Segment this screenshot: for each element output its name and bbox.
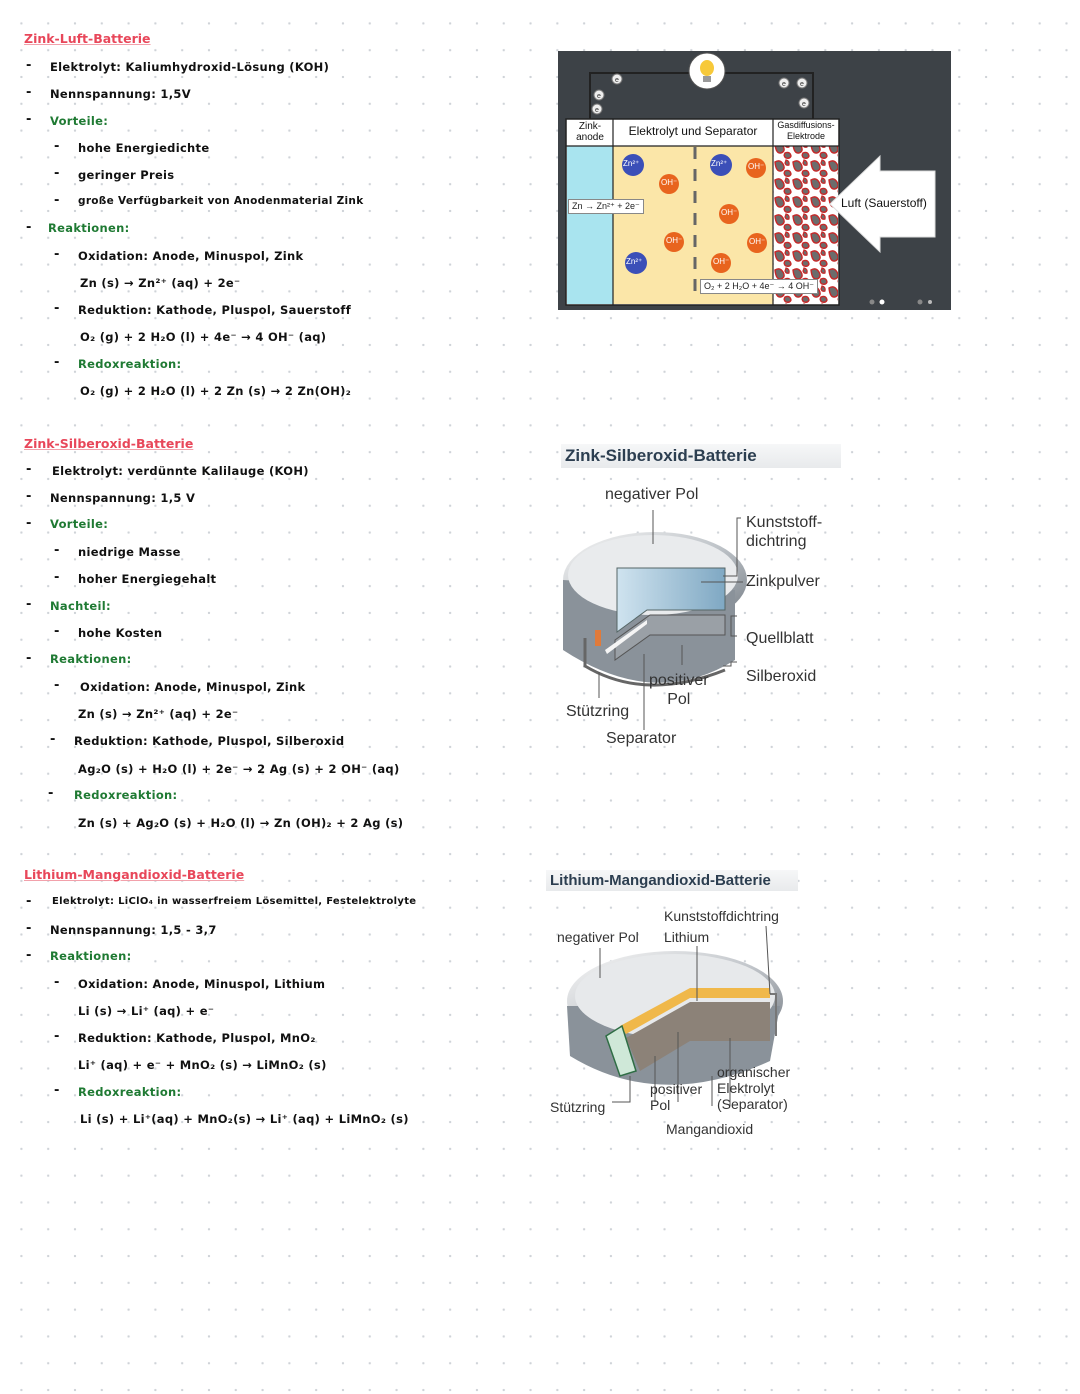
label-plastic-seal: Kunststoffdichtring xyxy=(664,908,779,924)
label-support-ring: Stützring xyxy=(550,1099,606,1115)
note-heading: Reaktionen: xyxy=(48,221,130,235)
label-organic-electrolyte: organischer Elektrolyt (Separator) xyxy=(717,1064,791,1112)
section-title-zink-luft: Zink-Luft-Batterie xyxy=(24,31,151,46)
hydroxide-ion-label: OH⁻ xyxy=(721,208,738,217)
bullet-dash: - xyxy=(54,166,60,181)
note-heading: Reaktionen: xyxy=(50,652,132,666)
bullet-dash: - xyxy=(54,1029,60,1044)
label-silver-oxide: Silberoxid xyxy=(746,668,817,685)
label-separator: Separator xyxy=(606,730,677,747)
label-manganese-dioxide: Mangandioxid xyxy=(666,1121,754,1137)
bullet-dash: - xyxy=(54,139,60,154)
note-heading: Vorteile: xyxy=(50,114,109,128)
bullet-dash: - xyxy=(48,786,54,801)
zinc-air-battery-diagram xyxy=(558,51,951,310)
lithium-manganese-dioxide-battery-diagram xyxy=(540,866,800,1146)
svg-text:e: e xyxy=(597,93,601,100)
svg-text:e: e xyxy=(802,101,806,108)
bullet-dash: - xyxy=(54,678,60,693)
bullet-dash: - xyxy=(54,624,60,639)
note-line: Oxidation: Anode, Minuspol, Zink xyxy=(78,249,304,263)
bullet-dash: - xyxy=(54,1083,60,1098)
note-heading: Redoxreaktion: xyxy=(78,357,182,371)
note-line: Elektrolyt: verdünnte Kalilauge (KOH) xyxy=(52,464,309,478)
zinc-ion-label: Zn²⁺ xyxy=(711,159,728,168)
bullet-dash: - xyxy=(54,543,60,558)
note-line: geringer Preis xyxy=(78,168,175,182)
bullet-dash: - xyxy=(50,732,56,747)
bullet-dash: - xyxy=(54,975,60,990)
bullet-dash: - xyxy=(54,247,60,262)
note-line: hohe Kosten xyxy=(78,626,163,640)
note-heading: Redoxreaktion: xyxy=(74,788,178,802)
label-zinc-powder: Zinkpulver xyxy=(746,573,820,590)
bullet-dash: - xyxy=(26,894,32,909)
bullet-dash: - xyxy=(26,489,32,504)
equation: Zn (s) + Ag₂O (s) + H₂O (l) → Zn (OH)₂ + 2 Ag (s) xyxy=(78,816,404,830)
equation: Zn (s) → Zn²⁺ (aq) + 2e⁻ xyxy=(80,276,241,290)
hydroxide-ion-label: OH⁻ xyxy=(666,236,683,245)
svg-text:e: e xyxy=(800,81,804,88)
hydroxide-ion-label: OH⁻ xyxy=(748,162,765,171)
note-heading: Reaktionen: xyxy=(50,949,132,963)
anode-reaction: Zn → Zn²⁺ + 2e⁻ xyxy=(568,199,644,214)
figure-title: Zink-Silberoxid-Batterie xyxy=(561,444,841,468)
bullet-dash: - xyxy=(26,948,32,963)
label-swelling-sheet: Quellblatt xyxy=(746,630,814,647)
note-line: Oxidation: Anode, Minuspol, Lithium xyxy=(78,977,326,991)
bullet-dash: - xyxy=(54,355,60,370)
note-line: Elektrolyt: Kaliumhydroxid-Lösung (KOH) xyxy=(50,60,330,74)
note-line: Nennspannung: 1,5 - 3,7 xyxy=(50,923,217,937)
bullet-dash: - xyxy=(26,220,32,235)
label-positive-pole: positiver Pol xyxy=(649,672,709,708)
equation: Li (s) → Li⁺ (aq) + e⁻ xyxy=(78,1004,215,1018)
note-line: Nennspannung: 1,5 V xyxy=(50,491,196,505)
hydroxide-ion-label: OH⁻ xyxy=(661,178,678,187)
electrolyte-label: Elektrolyt und Separator xyxy=(628,124,758,138)
equation: Ag₂O (s) + H₂O (l) + 2e⁻ → 2 Ag (s) + 2 OH⁻ (aq) xyxy=(78,762,400,776)
label-plastic-seal: Kunststoff- dichtring xyxy=(746,514,823,550)
svg-text:e: e xyxy=(615,77,619,84)
equation: Li (s) + Li⁺(aq) + MnO₂(s) → Li⁺ (aq) + LiMnO₂ (s) xyxy=(80,1112,409,1126)
bullet-dash: - xyxy=(54,193,60,208)
air-label: Luft (Sauerstoff) xyxy=(841,196,927,210)
note-heading: Vorteile: xyxy=(50,517,109,531)
svg-text:e: e xyxy=(782,81,786,88)
zinc-silver-oxide-battery-diagram xyxy=(555,440,845,755)
bullet-dash: - xyxy=(54,301,60,316)
note-heading: Nachteil: xyxy=(50,599,111,613)
bullet-dash: - xyxy=(26,462,32,477)
zinc-ion-label: Zn²⁺ xyxy=(623,159,640,168)
bullet-dash: - xyxy=(54,570,60,585)
note-line: Reduktion: Kathode, Pluspol, Silberoxid xyxy=(74,734,345,748)
note-line: Nennspannung: 1,5V xyxy=(50,87,191,101)
zinc-ion-label: Zn²⁺ xyxy=(626,257,643,266)
figure-title: Lithium-Mangandioxid-Batterie xyxy=(546,870,798,891)
equation: Li⁺ (aq) + e⁻ + MnO₂ (s) → LiMnO₂ (s) xyxy=(78,1058,327,1072)
bullet-dash: - xyxy=(26,597,32,612)
cathode-reaction: O₂ + 2 H₂O + 4e⁻ → 4 OH⁻ xyxy=(700,279,818,294)
note-line: Reduktion: Kathode, Pluspol, Sauerstoff xyxy=(78,303,352,317)
svg-text:e: e xyxy=(595,107,599,114)
note-line: niedrige Masse xyxy=(78,545,181,559)
note-line: hoher Energiegehalt xyxy=(78,572,217,586)
equation: O₂ (g) + 2 H₂O (l) + 2 Zn (s) → 2 Zn(OH)₂ xyxy=(80,384,352,398)
bullet-dash: - xyxy=(26,58,32,73)
note-line: Reduktion: Kathode, Pluspol, MnO₂ xyxy=(78,1031,316,1045)
bullet-dash: - xyxy=(26,651,32,666)
hydroxide-ion-label: OH⁻ xyxy=(749,237,766,246)
equation: O₂ (g) + 2 H₂O (l) + 4e⁻ → 4 OH⁻ (aq) xyxy=(80,330,327,344)
bullet-dash: - xyxy=(26,112,32,127)
section-title-lithium-mangandioxid: Lithium-Mangandioxid-Batterie xyxy=(24,867,245,882)
label-negative-pole: negativer Pol xyxy=(605,486,699,503)
note-heading: Redoxreaktion: xyxy=(78,1085,182,1099)
bullet-dash: - xyxy=(26,85,32,100)
hydroxide-ion-label: OH⁻ xyxy=(713,257,730,266)
equation: Zn (s) → Zn²⁺ (aq) + 2e⁻ xyxy=(78,707,239,721)
note-line: Elektrolyt: LiClO₄ in wasserfreiem Lösemittel, Festelektrolyte xyxy=(52,896,417,907)
bullet-dash: - xyxy=(26,516,32,531)
label-positive-pole: positiver Pol xyxy=(650,1081,703,1113)
section-title-zink-silberoxid: Zink-Silberoxid-Batterie xyxy=(24,436,194,451)
label-negative-pole: negativer Pol xyxy=(557,929,639,945)
note-line: hohe Energiedichte xyxy=(78,141,210,155)
label-lithium: Lithium xyxy=(664,929,710,945)
bullet-dash: - xyxy=(26,921,32,936)
note-line: große Verfügbarkeit von Anodenmaterial Zink xyxy=(78,195,364,207)
zinc-anode xyxy=(567,146,613,304)
cathode-label: Gasdiffusions- Elektrode xyxy=(777,120,835,141)
support-ring xyxy=(595,630,601,646)
note-line: Oxidation: Anode, Minuspol, Zink xyxy=(80,680,306,694)
label-support-ring: Stützring xyxy=(566,703,630,720)
anode-label: Zink- anode xyxy=(576,121,604,143)
